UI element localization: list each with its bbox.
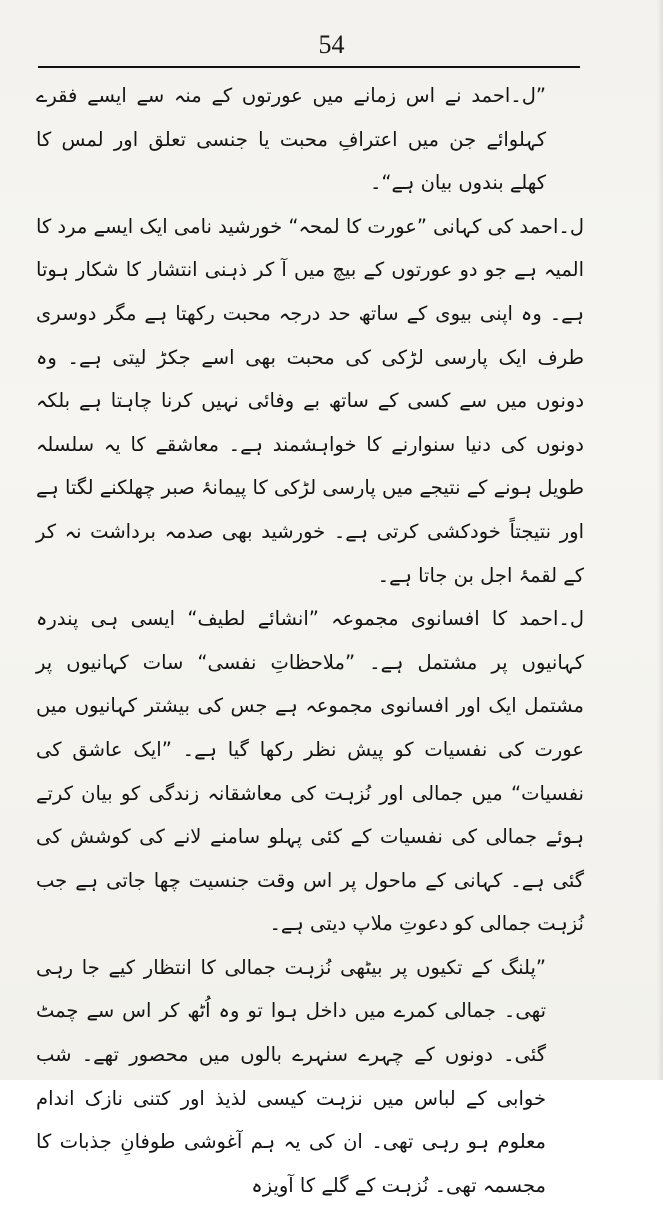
body-text	[36, 74, 584, 1207]
paragraph-3: ل۔احمد کا افسانوی مجموعہ ”انشائے لطیف“ ایسی ہی پندرہ کہانیوں پر مشتمل ہے۔ ”ملاحظاتِ نفسی“ سات کہانیوں پر مشتمل ایک اور افسانوی مجموعہ ہے جس کی بیشتر کہانیوں میں عورت کی نفسیات کو پیش نظر رکھا گیا ہے۔ ”ایک عاشق کی نفسیات“ میں جمالی اور نُزہت کی معاشقانہ زندگی کو بیان کرتے ہوئے جمالی کی نفسیات کے کئی پہلو سامنے لانے کی کوشش کی گئی ہے۔ کہانی کے ماحول پر اس وقت جنسیت چھا جاتی ہے جب نُزہت جمالی کو دعوتِ ملاپ دیتی ہے۔	[36, 607, 584, 936]
page-number: 54	[318, 30, 345, 59]
quote-paragraph-1: ”ل۔احمد نے اس زمانے میں عورتوں کے منہ سے ایسے فقرے کہلوائے جن میں اعترافِ محبت یا جنسی تعلق اور لمس کا کھلے بندوں بیان ہے“۔	[36, 84, 546, 195]
quote-paragraph-4: ”پلنگ کے تکیوں پر بیٹھی نُزہت جمالی کا انتظار کیے جا رہی تھی۔ جمالی کمرے میں داخل ہوا تو وہ اُٹھ کر اس سے چمٹ گئی۔ دونوں کے چہرے سنہرے بالوں میں محصور تھے۔ شب خوابی کے لباس میں نزہت کیسی لذیذ اور کتنی نازک اندام معلوم ہو رہی تھی۔ ان کی یہ ہم آغوشی طوفانِ جذبات کا مجسمہ تھی۔ نُزہت کے گلے کا آویزہ	[36, 955, 546, 1197]
paragraph-2: ل۔احمد کی کہانی ”عورت کا لمحہ“ خورشید نامی ایک ایسے مرد کا المیہ ہے جو دو عورتوں کے بیچ میں آ کر ذہنی انتشار کا شکار ہوتا ہے۔ وہ اپنی بیوی کے ساتھ حد درجہ محبت رکھتا ہے مگر دوسری طرف ایک پارسی لڑکی کی محبت بھی اسے جکڑ لیتی ہے۔ وہ دونوں میں سے کسی کے ساتھ بے وفائی نہیں کرنا چاہتا ہے بلکہ دونوں کی دنیا سنوارنے کا خواہشمند ہے۔ معاشقے کا یہ سلسلہ طویل ہونے کے نتیجے میں پارسی لڑکی کا پیمانۂ صبر چھلکنے لگتا ہے اور نتیجتاً خودکشی کرتی ہے۔ خورشید بھی صدمہ برداشت نہ کر کے لقمۂ اجل بن جاتا ہے۔	[36, 214, 584, 587]
page-edge-shadow	[657, 0, 663, 1080]
header-rule	[38, 66, 580, 68]
